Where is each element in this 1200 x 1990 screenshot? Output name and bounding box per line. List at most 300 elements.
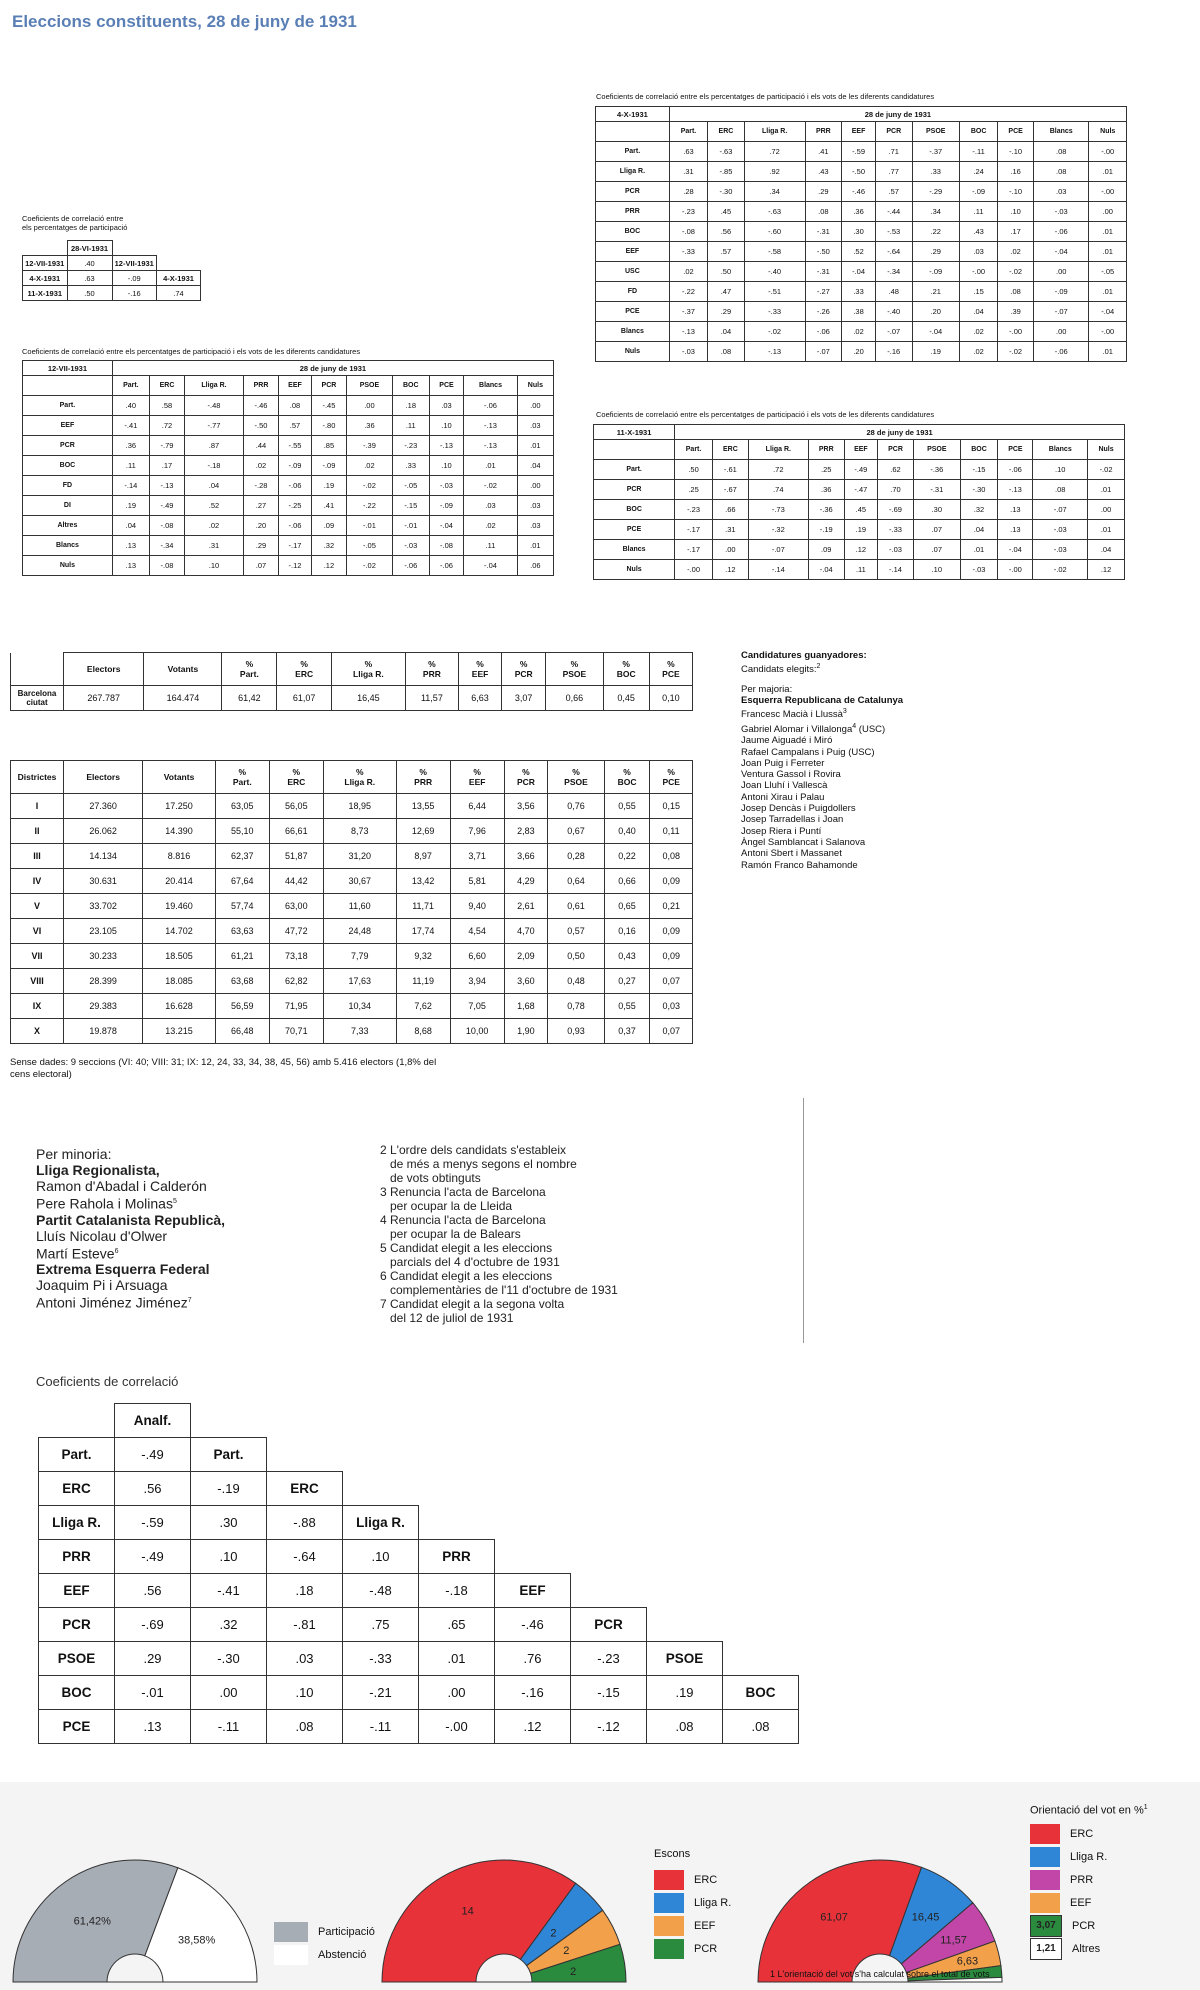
table-cell: .07 — [914, 540, 961, 560]
minority-text: Joaquim Pi i Arsuaga — [36, 1277, 168, 1294]
table-cell: .16 — [998, 162, 1034, 182]
empty-cell — [723, 1642, 799, 1676]
tri-cell: .08 — [267, 1710, 343, 1744]
tri-cell: .03 — [267, 1642, 343, 1676]
table-cell: .50 — [675, 460, 713, 480]
table-cell: .01 — [517, 536, 553, 556]
percent-sign: % — [570, 659, 579, 669]
table-cell: -.03 — [1033, 540, 1088, 560]
legend-label: ERC — [694, 1873, 718, 1886]
tri-cell: -.88 — [267, 1506, 343, 1540]
column-header — [405, 653, 458, 686]
empty-cell — [23, 241, 68, 256]
table-cell: -.12 — [279, 556, 312, 576]
table-cell: .12 — [1088, 560, 1125, 580]
empty-cell — [723, 1404, 799, 1438]
tri-cell: .12 — [495, 1710, 571, 1744]
table-cell: 16,45 — [332, 686, 406, 711]
table-cell: 30.631 — [64, 869, 143, 894]
column-header: PRR — [808, 440, 844, 460]
percent-sign: % — [667, 659, 675, 669]
column-header: PSOE — [347, 376, 393, 396]
column-header: EEF — [279, 376, 312, 396]
note-line: per ocupar la de Balears — [380, 1227, 521, 1241]
minority-text: Partit Catalanista Republicà, — [36, 1211, 226, 1228]
table-cell: .58 — [149, 396, 184, 416]
empty-cell — [571, 1404, 647, 1438]
table-cell: -.07 — [1033, 302, 1089, 322]
table-cell: .57 — [708, 242, 745, 262]
table-cell: -.00 — [1089, 182, 1127, 202]
table-cell: .02 — [998, 242, 1034, 262]
legend-label: EEF — [694, 1919, 716, 1932]
table-cell: .04 — [1088, 540, 1125, 560]
table-cell: .12 — [311, 556, 346, 576]
table-cell: .08 — [1033, 142, 1089, 162]
column-header: Electors — [64, 761, 143, 794]
table-row — [23, 556, 554, 576]
legend-item — [1030, 1869, 1148, 1892]
table-cell: -.53 — [876, 222, 913, 242]
table-cell: 0,93 — [548, 1019, 605, 1044]
table-cell: .17 — [998, 222, 1034, 242]
table-date: 28 de juny de 1931 — [112, 361, 553, 376]
table-cell: 62,37 — [215, 844, 269, 869]
table-cell: 19.460 — [143, 894, 215, 919]
row-label: FD — [596, 282, 670, 302]
list-item — [36, 1261, 225, 1277]
table-cell: 10,00 — [450, 1019, 504, 1044]
table-cell: -.55 — [279, 436, 312, 456]
table-cell: -.28 — [243, 476, 278, 496]
column-header: Lliga R. — [748, 440, 808, 460]
header-text: PCE — [662, 669, 680, 679]
table-cell: .08 — [998, 282, 1034, 302]
table-cell: .10 — [185, 556, 244, 576]
tri-cell: -.33 — [343, 1642, 419, 1676]
table-cell: -.07 — [1033, 500, 1088, 520]
caption-line: Coeficients de correlació entre — [22, 214, 124, 223]
table-cell: -.29 — [912, 182, 959, 202]
note-line: 4 Renuncia l'acta de Barcelona — [380, 1213, 546, 1227]
table-header-row — [11, 653, 693, 686]
table-cell: -.07 — [805, 342, 842, 362]
table-cell: -.06 — [1033, 342, 1089, 362]
table-row — [23, 456, 554, 476]
table-cell: .38 — [842, 302, 876, 322]
table-cell: 17,74 — [396, 919, 450, 944]
column-header: Part. — [669, 122, 707, 142]
table-header-row — [23, 376, 554, 396]
table-row — [11, 894, 693, 919]
legend-item — [654, 1868, 731, 1891]
table-cell: 0,40 — [604, 819, 650, 844]
table-cell: .34 — [744, 182, 805, 202]
legend-item — [1030, 1846, 1148, 1869]
table-cell: -.02 — [464, 476, 518, 496]
table-row — [594, 560, 1125, 580]
tri-head: Part. — [191, 1438, 267, 1472]
table-cell: .19 — [311, 476, 346, 496]
table-cell: -.13 — [429, 436, 463, 456]
table-cell: .72 — [149, 416, 184, 436]
table-cell: 0,16 — [604, 919, 650, 944]
orientation-title-text: Orientació del vot en % — [1030, 1804, 1144, 1817]
table-cell: .56 — [708, 222, 745, 242]
table-cell: .74 — [748, 480, 808, 500]
divider — [803, 1098, 804, 1343]
table-cell: -.22 — [669, 282, 707, 302]
table-cell: .02 — [464, 516, 518, 536]
tri-caption: Coeficients de correlació — [36, 1374, 179, 1389]
winners-heading: Candidatures guanyadores: — [741, 650, 867, 661]
row-label: Nuls — [596, 342, 670, 362]
table-cell: .01 — [1089, 342, 1127, 362]
matrix-cell: -.09 — [112, 271, 157, 286]
table-cell: -.45 — [311, 396, 346, 416]
tri-cell: -.48 — [343, 1574, 419, 1608]
table-cell: .02 — [243, 456, 278, 476]
table-cell: 6,60 — [450, 944, 504, 969]
table-cell: .39 — [998, 302, 1034, 322]
table-cell: 0,21 — [650, 894, 693, 919]
tri-row — [39, 1438, 799, 1472]
table-cell: .01 — [1089, 162, 1127, 182]
table-cell: .08 — [805, 202, 842, 222]
minority-text: Pere Rahola i Molinas — [36, 1195, 173, 1212]
table-cell: .01 — [464, 456, 518, 476]
table-cell: 11,60 — [323, 894, 396, 919]
table-cell: 8.816 — [143, 844, 215, 869]
list-item — [741, 747, 903, 758]
table-cell: 17.250 — [143, 794, 215, 819]
table-cell: -.17 — [675, 520, 713, 540]
table-row — [596, 202, 1127, 222]
table-cell: .08 — [279, 396, 312, 416]
table-cell: -.34 — [149, 536, 184, 556]
table-cell: 0,10 — [649, 686, 692, 711]
table-cell: .10 — [1033, 460, 1088, 480]
slice-label: 61,07 — [820, 1911, 848, 1924]
header-text: PSOE — [562, 669, 587, 679]
matrix-cell: .74 — [157, 286, 201, 301]
tri-cell: -.12 — [571, 1710, 647, 1744]
slice-label: 2 — [570, 1966, 577, 1979]
table-cell: -.06 — [998, 460, 1033, 480]
table-cell: 5,81 — [450, 869, 504, 894]
row-label: Nuls — [23, 556, 113, 576]
column-header — [504, 761, 548, 794]
table-row — [11, 969, 693, 994]
candidate-name: Francesc Macià i Llussà — [741, 709, 843, 721]
table-cell: -.13 — [464, 436, 518, 456]
table-cell: .57 — [279, 416, 312, 436]
table-cell: .43 — [805, 162, 842, 182]
table-cell: .03 — [464, 496, 518, 516]
column-header: Blancs — [1033, 440, 1088, 460]
column-header — [603, 653, 649, 686]
majoria-label: Per majoria: — [741, 683, 793, 695]
tri-row-label: Lliga R. — [39, 1506, 115, 1540]
column-header — [546, 653, 603, 686]
table-cell: 0,55 — [604, 794, 650, 819]
table-cell: -.85 — [708, 162, 745, 182]
tri-cell: -.16 — [495, 1676, 571, 1710]
row-label: I — [11, 794, 64, 819]
table-cell: .07 — [914, 520, 961, 540]
table-cell: 56,05 — [269, 794, 323, 819]
tri-row-label: BOC — [39, 1676, 115, 1710]
tri-cell: .00 — [191, 1676, 267, 1710]
column-header: PSOE — [914, 440, 961, 460]
legend-item — [654, 1914, 731, 1937]
tri-row — [39, 1642, 799, 1676]
table-cell: -.06 — [279, 476, 312, 496]
table-cell: 14.702 — [143, 919, 215, 944]
participation-matrix — [22, 240, 201, 301]
empty-cell — [267, 1438, 343, 1472]
table-corner: 11-X-1931 — [594, 425, 675, 440]
candidate-name: Gabriel Alomar i Villalonga — [741, 723, 853, 735]
table-row — [596, 322, 1127, 342]
row-label: Part. — [594, 460, 675, 480]
table-cell: 0,66 — [546, 686, 603, 711]
note-line: del 12 de juliol de 1931 — [380, 1311, 514, 1325]
table-cell: -.02 — [1088, 460, 1125, 480]
empty-cell — [419, 1506, 495, 1540]
table-cell: -.08 — [669, 222, 707, 242]
table-cell: 7,96 — [450, 819, 504, 844]
table-cell: -.04 — [998, 540, 1033, 560]
table-cell: -.14 — [748, 560, 808, 580]
tri-row-label: PRR — [39, 1540, 115, 1574]
tri-row — [39, 1404, 799, 1438]
table-cell: 55,10 — [215, 819, 269, 844]
tri-cell: -.21 — [343, 1676, 419, 1710]
table-cell: -.06 — [805, 322, 842, 342]
table-cell: -.30 — [708, 182, 745, 202]
table-cell: -.37 — [912, 142, 959, 162]
table-cell: 6,44 — [450, 794, 504, 819]
table-cell: .33 — [912, 162, 959, 182]
candidate-name: Antoni Xirau i Palau — [741, 791, 825, 803]
legend-label: PRR — [1070, 1874, 1094, 1887]
row-label: PCR — [596, 182, 670, 202]
table-cell: -.00 — [959, 262, 997, 282]
candidate-name: Josep Tarradellas i Joan — [741, 814, 844, 826]
legend-swatch: 1,21 — [1030, 1938, 1062, 1960]
table-cell: .18 — [392, 396, 429, 416]
table-row — [594, 500, 1125, 520]
footnote-mark: 4 — [852, 722, 857, 730]
table-cell: .10 — [914, 560, 961, 580]
footnote-mark: 3 — [842, 708, 847, 716]
tri-cell: -.01 — [115, 1676, 191, 1710]
table-cell: 11,19 — [396, 969, 450, 994]
header-text: ERC — [295, 669, 314, 679]
tri-row-label: ERC — [39, 1472, 115, 1506]
table-cell: -.51 — [744, 282, 805, 302]
table-cell: -.04 — [429, 516, 463, 536]
table-cell: -.06 — [429, 556, 463, 576]
table-cell: 1,68 — [504, 994, 548, 1019]
table-cell: .10 — [429, 456, 463, 476]
table-row — [596, 262, 1127, 282]
table-cell: 0,28 — [548, 844, 605, 869]
legend-swatch — [1030, 1824, 1060, 1844]
column-header — [396, 761, 450, 794]
row-label: Lliga R. — [596, 162, 670, 182]
row-label: DI — [23, 496, 113, 516]
table-cell: -.04 — [842, 262, 876, 282]
percent-sign: % — [292, 767, 301, 777]
table-cell: 0,03 — [650, 994, 693, 1019]
tri-cell: -.59 — [115, 1506, 191, 1540]
table-row — [594, 480, 1125, 500]
table-cell: -.15 — [392, 496, 429, 516]
table-date: 28 de juny de 1931 — [669, 107, 1126, 122]
list-item — [36, 1212, 225, 1228]
table-cell: 2,09 — [504, 944, 548, 969]
vote-charts — [0, 1782, 1200, 1990]
table-cell: .63 — [669, 142, 707, 162]
table-cell: -.07 — [876, 322, 913, 342]
slice-label: 2 — [550, 1927, 557, 1940]
tri-cell: .01 — [419, 1642, 495, 1676]
legend-label: EEF — [1070, 1897, 1092, 1910]
empty-cell — [647, 1506, 723, 1540]
empty-cell — [647, 1438, 723, 1472]
table-cell: -.26 — [805, 302, 842, 322]
table-cell: -.02 — [347, 476, 393, 496]
percent-sign: % — [572, 767, 580, 777]
table-cell: 0,45 — [603, 686, 649, 711]
correlation-triangle — [38, 1403, 799, 1744]
table-cell: 8,97 — [396, 844, 450, 869]
tri-cell: -.49 — [115, 1540, 191, 1574]
row-label: PCR — [594, 480, 675, 500]
table-cell: .00 — [1033, 322, 1089, 342]
column-header — [323, 761, 396, 794]
table-cell: .10 — [429, 416, 463, 436]
table-cell: .20 — [912, 302, 959, 322]
slice-label: 61,42% — [73, 1915, 111, 1928]
table-cell: 267.787 — [64, 686, 144, 711]
table-cell: .70 — [878, 480, 914, 500]
table-cell: .11 — [112, 456, 149, 476]
empty-cell — [343, 1438, 419, 1472]
legend-swatch — [654, 1893, 684, 1913]
row-label: VII — [11, 944, 64, 969]
empty-cell — [495, 1506, 571, 1540]
tri-head: PCR — [571, 1608, 647, 1642]
empty-cell — [571, 1506, 647, 1540]
table-cell: -.58 — [744, 242, 805, 262]
table-cell: .02 — [669, 262, 707, 282]
table-cell: .13 — [998, 500, 1033, 520]
table-cell: .09 — [808, 540, 844, 560]
table-cell: .29 — [805, 182, 842, 202]
table-cell: .02 — [959, 322, 997, 342]
legend-item-abstencio — [274, 1943, 375, 1966]
table-cell: -.02 — [998, 342, 1034, 362]
table-cell: -.00 — [998, 322, 1034, 342]
tri-row-label: PCE — [39, 1710, 115, 1744]
table-cell: 7,79 — [323, 944, 396, 969]
table-cell: .06 — [517, 556, 553, 576]
table-cell: .47 — [708, 282, 745, 302]
percent-sign: % — [623, 767, 631, 777]
table-cell: .02 — [347, 456, 393, 476]
erc-party-name: Esquerra Republicana de Catalunya — [741, 695, 904, 707]
empty-cell — [495, 1540, 571, 1574]
legend-item — [1030, 1938, 1148, 1961]
table-cell: 30,67 — [323, 869, 396, 894]
table-cell: -.31 — [914, 480, 961, 500]
table-cell: .34 — [912, 202, 959, 222]
table-cell: -.11 — [959, 142, 997, 162]
empty-cell — [419, 1404, 495, 1438]
table-cell: -.17 — [675, 540, 713, 560]
table-cell: .21 — [912, 282, 959, 302]
table-cell: -.50 — [842, 162, 876, 182]
table-cell: 4,29 — [504, 869, 548, 894]
table-cell: -.03 — [392, 536, 429, 556]
legend-item-participacio — [274, 1920, 375, 1943]
note-line: cens electoral) — [10, 1069, 72, 1080]
empty-cell — [723, 1540, 799, 1574]
list-item — [36, 1178, 225, 1194]
tri-cell: .08 — [647, 1710, 723, 1744]
table-cell: .09 — [311, 516, 346, 536]
note-line: complementàries de l'11 d'octubre de 1931 — [380, 1283, 618, 1297]
table-cell: .20 — [842, 342, 876, 362]
header-text: Part. — [232, 777, 252, 787]
table-row — [11, 819, 693, 844]
column-header — [650, 761, 693, 794]
table-row — [11, 919, 693, 944]
header-text: EEF — [471, 669, 489, 679]
table-cell: 3,71 — [450, 844, 504, 869]
column-header: PCR — [311, 376, 346, 396]
row-label: PCR — [23, 436, 113, 456]
table-cell: -.10 — [998, 182, 1034, 202]
table-corner: 4-X-1931 — [596, 107, 670, 122]
table-cell: .01 — [1089, 282, 1127, 302]
table-row — [11, 869, 693, 894]
row-label: II — [11, 819, 64, 844]
table-cell: -.17 — [279, 536, 312, 556]
table-cell: .12 — [712, 560, 748, 580]
column-header: Nuls — [517, 376, 553, 396]
tri-head: PRR — [419, 1540, 495, 1574]
table-cell: .66 — [712, 500, 748, 520]
percent-sign: % — [428, 659, 436, 669]
matrix-cell: -.16 — [112, 286, 157, 301]
table-cell: 0,57 — [548, 919, 605, 944]
note-line: Sense dades: 9 seccions (VI: 40; VIII: 31; IX: 12, 24, 33, 34, 38, 45, 56) amb 5.416 electors (1,8% del — [10, 1057, 437, 1068]
corr-table-4-x-1931 — [595, 106, 1127, 362]
tri-cell: .00 — [419, 1676, 495, 1710]
table-cell: 71,95 — [269, 994, 323, 1019]
table-cell: .01 — [1089, 242, 1127, 262]
table-row — [23, 476, 554, 496]
table-cell: 13,55 — [396, 794, 450, 819]
candidate-name: Josep Dencàs i Puigdollers — [741, 803, 856, 815]
table-cell: -.01 — [347, 516, 393, 536]
table-cell: .15 — [959, 282, 997, 302]
legend-item — [1030, 1892, 1148, 1915]
